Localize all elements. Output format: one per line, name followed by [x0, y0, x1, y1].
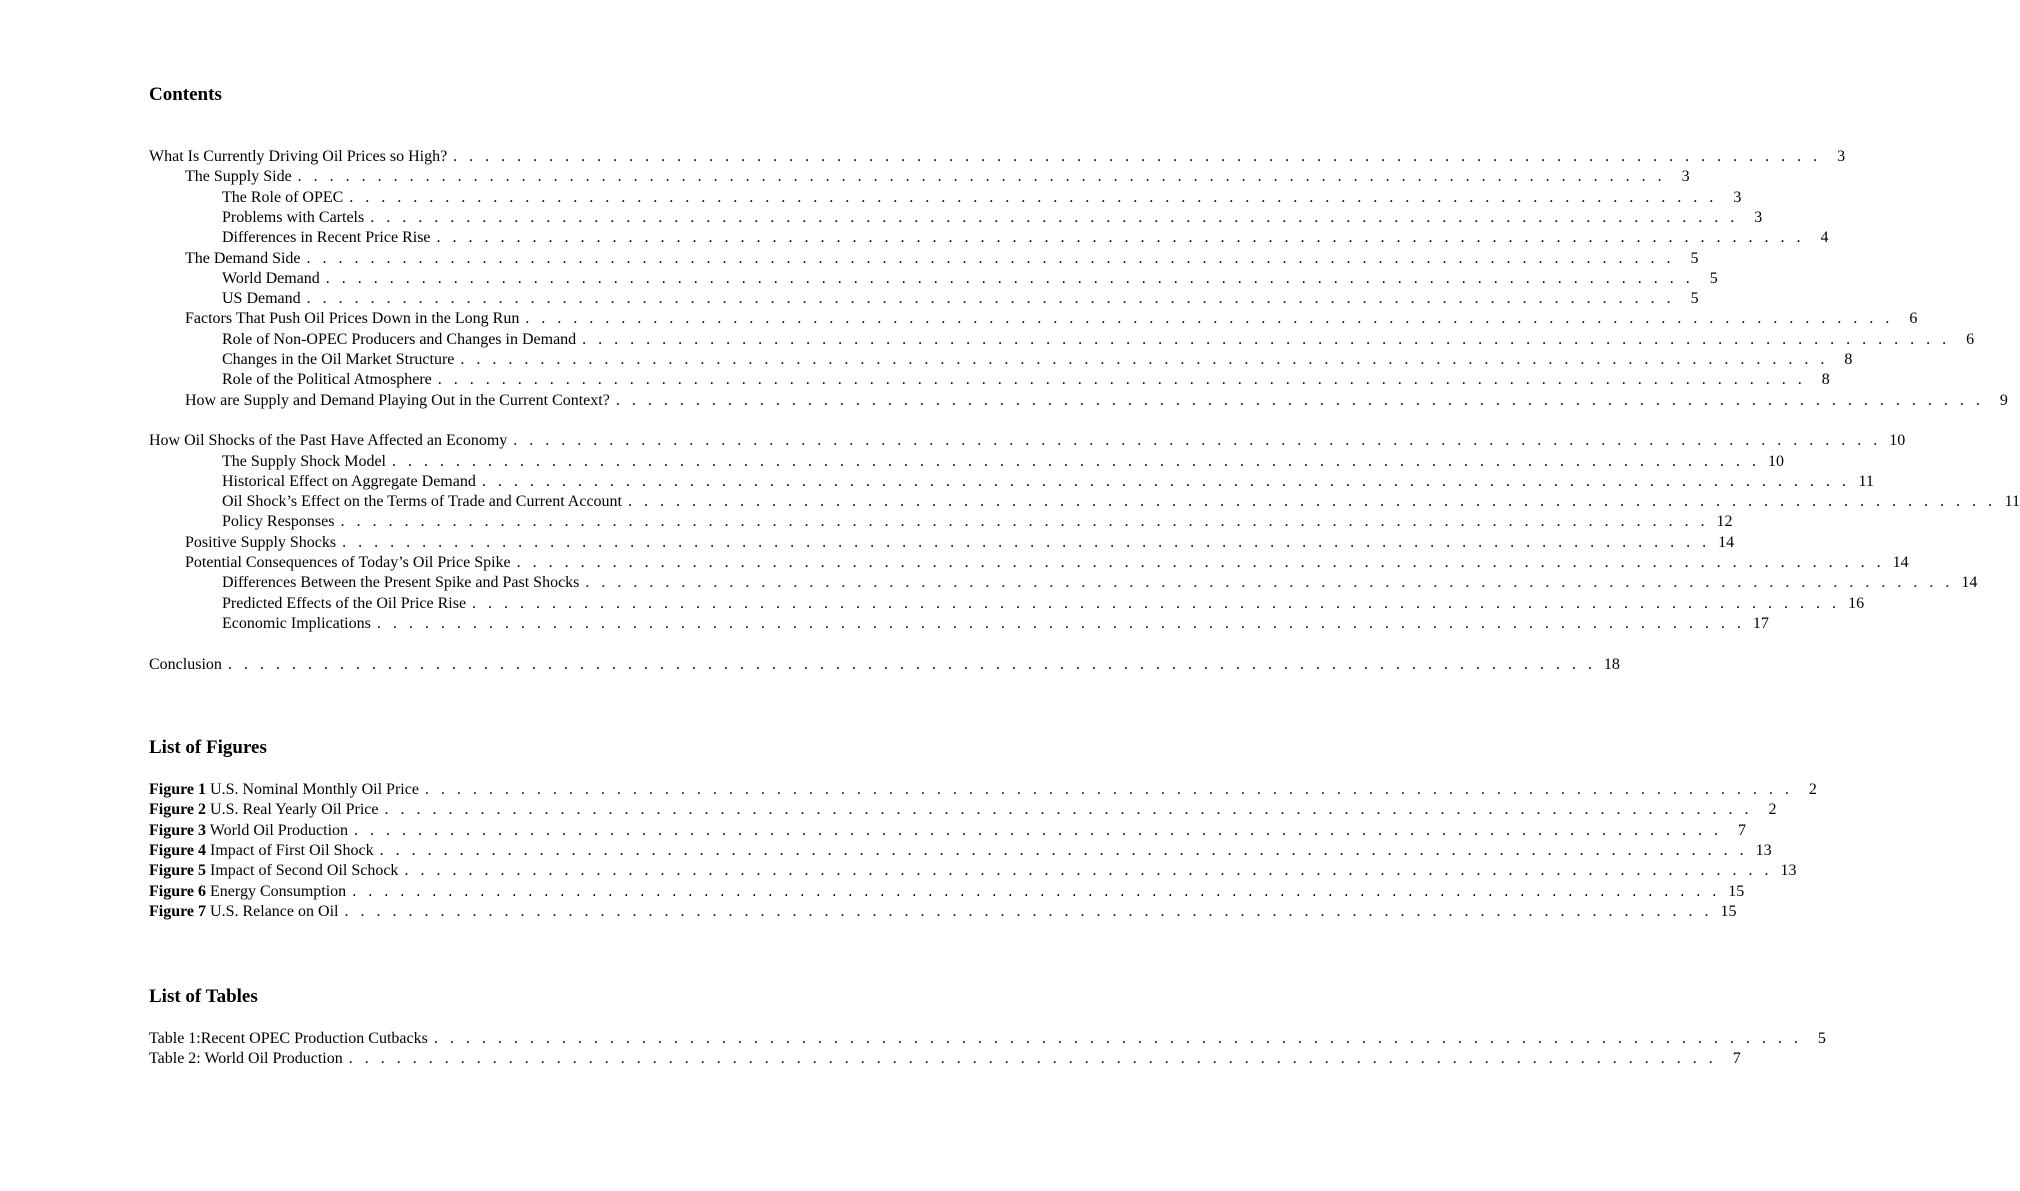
figures-heading: List of Figures: [149, 737, 267, 758]
dot-leader: . . . . . . . . . . . . . . . . . . . . . . . . . . . . . . . . . . . . . . . . . . . . . . . . . . . . . . . . . . . . . . . . . . . . . . . . . . . . . . . . . . . . . .: [344, 903, 1713, 920]
toc-entry: [149, 309, 1918, 329]
dot-leader: . . . . . . . . . . . . . . . . . . . . . . . . . . . . . . . . . . . . . . . . . . . . . . . . . . . . . . . . . . . . . . . . . . . . . . . . . . . . . . . . . . . . . .: [306, 250, 1675, 267]
dot-leader: . . . . . . . . . . . . . . . . . . . . . . . . . . . . . . . . . . . . . . . . . . . . . . . . . . . . . . . . . . . . . . . . . . . . . . . . . . . . . . . . . . . . . .: [460, 351, 1829, 368]
figure-label: Figure 3: [149, 822, 207, 839]
toc-entry-title: Positive Supply Shocks: [185, 534, 337, 551]
dot-leader: . . . . . . . . . . . . . . . . . . . . . . . . . . . . . . . . . . . . . . . . . . . . . . . . . . . . . . . . . . . . . . . . . . . . . . . . . . . . . . . . . . . . . .: [481, 473, 1850, 490]
page-number: 8: [1821, 371, 1830, 388]
toc-entry-title: Table 2: World Oil Production: [149, 1050, 343, 1067]
dot-leader: . . . . . . . . . . . . . . . . . . . . . . . . . . . . . . . . . . . . . . . . . . . . . . . . . . . . . . . . . . . . . . . . . . . . . . . . . . . . . . . . . . . . . .: [349, 189, 1718, 206]
page-number: 17: [1752, 615, 1769, 632]
page-number: 3: [1681, 168, 1690, 185]
toc-entry: [149, 167, 1690, 187]
toc-entry: [149, 1029, 1826, 1049]
page-number: 2: [1808, 781, 1817, 798]
dot-leader: . . . . . . . . . . . . . . . . . . . . . . . . . . . . . . . . . . . . . . . . . . . . . . . . . . . . . . . . . . . . . . . . . . . . . . . . . . . . . . . . . . . . . .: [227, 656, 1596, 673]
toc-entry-title: Policy Responses: [222, 513, 335, 530]
toc-entry-title: Oil Shock’s Effect on the Terms of Trade and Current Account: [222, 493, 622, 510]
page-number: 5: [1817, 1030, 1826, 1047]
figure-caption: U.S. Nominal Monthly Oil Price: [210, 781, 419, 798]
toc-entry-title: Differences Between the Present Spike and Past Shocks: [222, 574, 580, 591]
dot-leader: . . . . . . . . . . . . . . . . . . . . . . . . . . . . . . . . . . . . . . . . . . . . . . . . . . . . . . . . . . . . . . . . . . . . . . . . . . . . . . . . . . . . . .: [384, 801, 1753, 818]
page-number: 7: [1732, 1050, 1741, 1067]
toc-entry-title: [149, 841, 374, 861]
page-number: 5: [1690, 290, 1699, 307]
dot-leader: . . . . . . . . . . . . . . . . . . . . . . . . . . . . . . . . . . . . . . . . . . . . . . . . . . . . . . . . . . . . . . . . . . . . . . . . . . . . . . . . . . . . . .: [340, 513, 1709, 530]
page-number: 13: [1755, 842, 1772, 859]
toc-entry: [149, 800, 1777, 820]
figure-caption: U.S. Relance on Oil: [210, 903, 339, 920]
toc-entry-title: US Demand: [222, 290, 301, 307]
toc-entry-title: Role of the Political Atmosphere: [222, 371, 432, 388]
dot-leader: . . . . . . . . . . . . . . . . . . . . . . . . . . . . . . . . . . . . . . . . . . . . . . . . . . . . . . . . . . . . . . . . . . . . . . . . . . . . . . . . . . . . . .: [513, 432, 1882, 449]
toc-entry: [149, 1049, 1741, 1069]
toc-entry-title: The Role of OPEC: [222, 189, 344, 206]
toc-entry: [149, 370, 1830, 390]
toc-entry-title: Potential Consequences of Today’s Oil Price Spike: [185, 554, 511, 571]
toc-entry-title: The Supply Shock Model: [222, 453, 386, 470]
figure-caption: Impact of Second Oil Schock: [210, 862, 399, 879]
dot-leader: . . . . . . . . . . . . . . . . . . . . . . . . . . . . . . . . . . . . . . . . . . . . . . . . . . . . . . . . . . . . . . . . . . . . . . . . . . . . . . . . . . . . . .: [404, 862, 1773, 879]
toc-entry: [149, 902, 1737, 922]
toc-entry: [149, 512, 1733, 532]
page-number: 14: [1718, 534, 1735, 551]
toc-entry: [149, 594, 1865, 614]
page-number: 4: [1820, 229, 1829, 246]
toc-entry-title: [149, 800, 378, 820]
page-number: 12: [1716, 513, 1733, 530]
dot-leader: . . . . . . . . . . . . . . . . . . . . . . . . . . . . . . . . . . . . . . . . . . . . . . . . . . . . . . . . . . . . . . . . . . . . . . . . . . . . . . . . . . . . . .: [376, 615, 1745, 632]
page-number: 3: [1733, 189, 1742, 206]
figure-label: Figure 7: [149, 903, 207, 920]
page-number: 16: [1848, 595, 1865, 612]
page-number: 6: [1909, 310, 1918, 327]
page-number: 11: [1858, 473, 1874, 490]
toc-entry: [149, 821, 1747, 841]
page-number: 5: [1709, 270, 1718, 287]
toc-entry-title: Role of Non-OPEC Producers and Changes in Demand: [222, 331, 577, 348]
toc-entry: [149, 841, 1772, 861]
toc-entry-title: Predicted Effects of the Oil Price Rise: [222, 595, 467, 612]
page-number: 18: [1603, 656, 1620, 673]
toc-entry: [149, 472, 1874, 492]
figure-caption: U.S. Real Yearly Oil Price: [210, 801, 379, 818]
dot-leader: . . . . . . . . . . . . . . . . . . . . . . . . . . . . . . . . . . . . . . . . . . . . . . . . . . . . . . . . . . . . . . . . . . . . . . . . . . . . . . . . . . . . . .: [615, 392, 1984, 409]
page-number: 13: [1780, 862, 1797, 879]
figure-caption: Energy Consumption: [210, 883, 347, 900]
dot-leader: . . . . . . . . . . . . . . . . . . . . . . . . . . . . . . . . . . . . . . . . . . . . . . . . . . . . . . . . . . . . . . . . . . . . . . . . . . . . . . . . . . . . . .: [325, 270, 1694, 287]
toc-entry-title: How are Supply and Demand Playing Out in the Current Context?: [185, 392, 610, 409]
toc-entry-title: The Supply Side: [185, 168, 292, 185]
toc-entry: [149, 492, 2020, 512]
toc-entry-title: World Demand: [222, 270, 320, 287]
dot-leader: . . . . . . . . . . . . . . . . . . . . . . . . . . . . . . . . . . . . . . . . . . . . . . . . . . . . . . . . . . . . . . . . . . . . . . . . . . . . . . . . . . . . . .: [437, 371, 1806, 388]
toc-entry: [149, 533, 1735, 553]
toc-entry: [149, 882, 1745, 902]
page-number: 7: [1738, 822, 1747, 839]
toc-entry-title: How Oil Shocks of the Past Have Affected an Economy: [149, 432, 508, 449]
page-number: 9: [1999, 392, 2008, 409]
toc-entry-title: Conclusion: [149, 656, 222, 673]
toc-entry-title: [149, 902, 338, 922]
toc-entry: [149, 330, 1975, 350]
page-number: 6: [1966, 331, 1975, 348]
figure-label: Figure 2: [149, 801, 207, 818]
figure-label: Figure 4: [149, 842, 207, 859]
toc-entry: [149, 289, 1699, 309]
toc-entry: [149, 208, 1763, 228]
page-number: 5: [1690, 250, 1699, 267]
toc-entry-title: Economic Implications: [222, 615, 371, 632]
figure-label: Figure 5: [149, 862, 207, 879]
dot-leader: . . . . . . . . . . . . . . . . . . . . . . . . . . . . . . . . . . . . . . . . . . . . . . . . . . . . . . . . . . . . . . . . . . . . . . . . . . . . . . . . . . . . . .: [306, 290, 1675, 307]
dot-leader: . . . . . . . . . . . . . . . . . . . . . . . . . . . . . . . . . . . . . . . . . . . . . . . . . . . . . . . . . . . . . . . . . . . . . . . . . . . . . . . . . . . . . .: [436, 229, 1805, 246]
dot-leader: . . . . . . . . . . . . . . . . . . . . . . . . . . . . . . . . . . . . . . . . . . . . . . . . . . . . . . . . . . . . . . . . . . . . . . . . . . . . . . . . . . . . . .: [379, 842, 1748, 859]
dot-leader: . . . . . . . . . . . . . . . . . . . . . . . . . . . . . . . . . . . . . . . . . . . . . . . . . . . . . . . . . . . . . . . . . . . . . . . . . . . . . . . . . . . . . .: [525, 310, 1894, 327]
toc-entry: [149, 269, 1718, 289]
figure-caption: World Oil Production: [209, 822, 349, 839]
page-number: 8: [1844, 351, 1853, 368]
dot-leader: . . . . . . . . . . . . . . . . . . . . . . . . . . . . . . . . . . . . . . . . . . . . . . . . . . . . . . . . . . . . . . . . . . . . . . . . . . . . . . . . . . . . . .: [354, 822, 1723, 839]
page-number: 2: [1768, 801, 1777, 818]
dot-leader: . . . . . . . . . . . . . . . . . . . . . . . . . . . . . . . . . . . . . . . . . . . . . . . . . . . . . . . . . . . . . . . . . . . . . . . . . . . . . . . . . . . . . .: [297, 168, 1666, 185]
page-number: 15: [1720, 903, 1737, 920]
toc-entry: [149, 452, 1784, 472]
page-number: 14: [1961, 574, 1978, 591]
toc-entry: [149, 861, 1797, 881]
page-number: 14: [1892, 554, 1909, 571]
figure-label: Figure 6: [149, 883, 207, 900]
toc-entry: [149, 350, 1853, 370]
dot-leader: . . . . . . . . . . . . . . . . . . . . . . . . . . . . . . . . . . . . . . . . . . . . . . . . . . . . . . . . . . . . . . . . . . . . . . . . . . . . . . . . . . . . . .: [453, 148, 1822, 165]
toc-entry-title: [149, 780, 419, 800]
page-number: 3: [1837, 148, 1846, 165]
dot-leader: . . . . . . . . . . . . . . . . . . . . . . . . . . . . . . . . . . . . . . . . . . . . . . . . . . . . . . . . . . . . . . . . . . . . . . . . . . . . . . . . . . . . . .: [585, 574, 1954, 591]
dot-leader: . . . . . . . . . . . . . . . . . . . . . . . . . . . . . . . . . . . . . . . . . . . . . . . . . . . . . . . . . . . . . . . . . . . . . . . . . . . . . . . . . . . . . .: [433, 1030, 1802, 1047]
toc-entry: [149, 553, 1909, 573]
page-number: 15: [1728, 883, 1745, 900]
toc-entry: [149, 431, 1906, 451]
dot-leader: . . . . . . . . . . . . . . . . . . . . . . . . . . . . . . . . . . . . . . . . . . . . . . . . . . . . . . . . . . . . . . . . . . . . . . . . . . . . . . . . . . . . . .: [516, 554, 1885, 571]
toc-entry: [149, 391, 2008, 411]
toc-entry: [149, 249, 1699, 269]
toc-entry-title: Changes in the Oil Market Structure: [222, 351, 455, 368]
toc-entry-title: Historical Effect on Aggregate Demand: [222, 473, 476, 490]
toc-entry: [149, 228, 1829, 248]
toc-entry-title: Factors That Push Oil Prices Down in the Long Run: [185, 310, 520, 327]
toc-entry-title: [149, 861, 398, 881]
page-number: 10: [1889, 432, 1906, 449]
dot-leader: . . . . . . . . . . . . . . . . . . . . . . . . . . . . . . . . . . . . . . . . . . . . . . . . . . . . . . . . . . . . . . . . . . . . . . . . . . . . . . . . . . . . . .: [348, 1050, 1717, 1067]
dot-leader: . . . . . . . . . . . . . . . . . . . . . . . . . . . . . . . . . . . . . . . . . . . . . . . . . . . . . . . . . . . . . . . . . . . . . . . . . . . . . . . . . . . . . .: [472, 595, 1841, 612]
toc-entry: [149, 780, 1817, 800]
page-number: 11: [2004, 493, 2020, 510]
dot-leader: . . . . . . . . . . . . . . . . . . . . . . . . . . . . . . . . . . . . . . . . . . . . . . . . . . . . . . . . . . . . . . . . . . . . . . . . . . . . . . . . . . . . . .: [370, 209, 1739, 226]
dot-leader: . . . . . . . . . . . . . . . . . . . . . . . . . . . . . . . . . . . . . . . . . . . . . . . . . . . . . . . . . . . . . . . . . . . . . . . . . . . . . . . . . . . . . .: [392, 453, 1760, 470]
toc-entry: [149, 188, 1742, 208]
dot-leader: . . . . . . . . . . . . . . . . . . . . . . . . . . . . . . . . . . . . . . . . . . . . . . . . . . . . . . . . . . . . . . . . . . . . . . . . . . . . . . . . . . . . . .: [582, 331, 1951, 348]
contents-heading: Contents: [149, 84, 222, 105]
figure-label: Figure 1: [149, 781, 207, 798]
dot-leader: . . . . . . . . . . . . . . . . . . . . . . . . . . . . . . . . . . . . . . . . . . . . . . . . . . . . . . . . . . . . . . . . . . . . . . . . . . . . . . . . . . . . . .: [342, 534, 1711, 551]
toc-entry: [149, 614, 1769, 634]
dot-leader: . . . . . . . . . . . . . . . . . . . . . . . . . . . . . . . . . . . . . . . . . . . . . . . . . . . . . . . . . . . . . . . . . . . . . . . . . . . . . . . . . . . . . .: [352, 883, 1721, 900]
dot-leader: . . . . . . . . . . . . . . . . . . . . . . . . . . . . . . . . . . . . . . . . . . . . . . . . . . . . . . . . . . . . . . . . . . . . . . . . . . . . . . . . . . . . . .: [628, 493, 1996, 510]
toc-entry: [149, 655, 1620, 675]
toc-entry-title: [149, 821, 348, 841]
page-number: 10: [1768, 453, 1784, 470]
toc-entry-title: Problems with Cartels: [222, 209, 365, 226]
tables-heading: List of Tables: [149, 986, 258, 1007]
page-number: 3: [1754, 209, 1763, 226]
toc-entry-title: Differences in Recent Price Rise: [222, 229, 431, 246]
toc-entry-title: Table 1:Recent OPEC Production Cutbacks: [149, 1030, 428, 1047]
figure-caption: Impact of First Oil Shock: [210, 842, 374, 859]
toc-entry-title: The Demand Side: [185, 250, 301, 267]
toc-entry-title: What Is Currently Driving Oil Prices so High?: [149, 148, 448, 165]
dot-leader: . . . . . . . . . . . . . . . . . . . . . . . . . . . . . . . . . . . . . . . . . . . . . . . . . . . . . . . . . . . . . . . . . . . . . . . . . . . . . . . . . . . . . .: [424, 781, 1793, 798]
toc-entry-title: [149, 882, 346, 902]
toc-entry: [149, 573, 1978, 593]
toc-entry: [149, 147, 1846, 167]
